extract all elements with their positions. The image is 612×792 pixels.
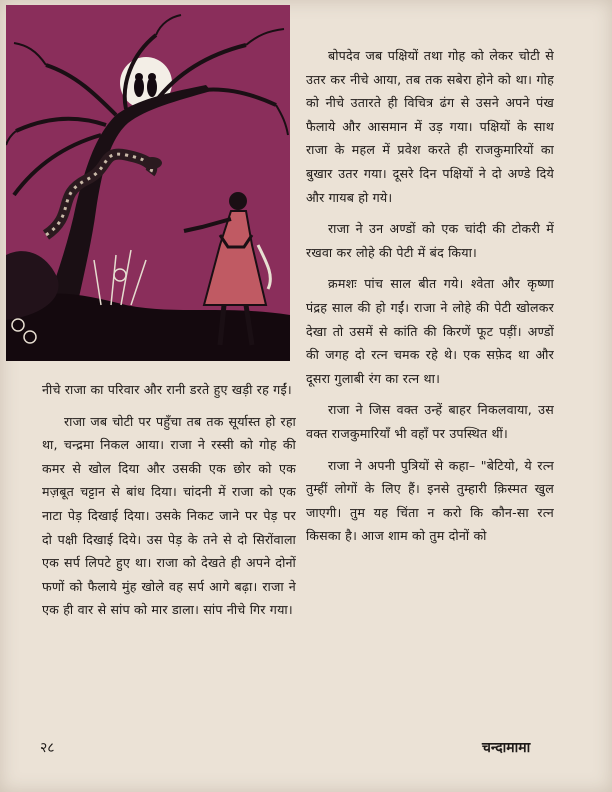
magazine-name: चन्दामामा (482, 740, 531, 756)
page-number: २८ (40, 740, 55, 756)
left-paragraph-1: नीचे राजा का परिवार और रानी डरते हुए खड़ी रह गईं। (42, 382, 292, 397)
left-text-column (42, 378, 296, 630)
right-text-column (306, 44, 554, 556)
right-paragraph-4: राजा ने जिस वक्त उन्हें बाहर निकलवाया, उस वक्त राजकुमारियाँ भी वहाँ पर उपस्थित थीं। (306, 402, 554, 441)
right-paragraph-2: राजा ने उन अण्डों को एक चांदी की टोकरी में रखवा कर लोहे की पेटी में बंद किया। (306, 221, 554, 260)
king-head (229, 192, 247, 210)
left-paragraph-2: राजा जब चोटी पर पहुँचा तब तक सूर्यास्त हो रहा था, चन्द्रमा निकल आया। राजा ने रस्सी को गोह की कमर से खोल दिया और उसकी एक छोर को एक मज़बूत चट्टान से बांध दिया। चांदनी में राजा को एक नाटा पेड़ दिखाई दिया। उसके निकट जाने पर पेड़ पर दो पक्षी दिखाई दिये। उस पेड़ के तने से दो सिरोंवाला एक सर्प लिपटे हुए था। राजा को देखते ही अपने दोनों फणों को फैलाये मुंह खोले वह सर्प आगे बढ़ा। राजा ने एक ही वार से सांप को मार डाला। सांप नीचे गिर गया। (42, 413, 296, 618)
bird-left-head (135, 73, 143, 81)
right-paragraph-5: राजा ने अपनी पुत्रियों से कहा– "बेटियो, ये रत्न तुम्हीं लोगों के लिए हैं। इनसे तुम्हारी क़िस्मत खुल जाएगी। तुम यह चिंता न करो कि कौन-सा रत्न किसका है। आज शाम को तुम दोनों को (306, 457, 554, 544)
illustration-drawing (6, 5, 290, 361)
right-paragraph-3: क्रमशः पांच साल बीत गये। श्वेता और कृष्णा पंद्रह साल की हो गईं। राजा ने लोहे की पेटी खोलकर देखा तो उसमें से कांति की किरणें फूट पड़ीं। अण्डों की जगह दो रत्न चमक रहे थे। एक सफ़ेद था और दूसरा गुलाबी रंग का रत्न था। (306, 276, 554, 386)
story-illustration (6, 5, 290, 361)
right-paragraph-1: बोपदेव जब पक्षियों तथा गोह को लेकर चोटी से उतर कर नीचे आया, तब तक सबेरा होने को था। गोह को नीचे उतारते ही विचित्र ढंग से उसने अपने पंख फैलाये और आसमान में उड़ गया। पक्षियों के साथ राजा के महल में प्रवेश करते ही राजकुमारियों का बुखार उतर गया। दूसरे दिन पक्षियों ने दो अण्डे दिये और गायब हो गये। (306, 48, 554, 205)
serpent-head (142, 157, 162, 169)
bird-right-head (148, 73, 156, 81)
